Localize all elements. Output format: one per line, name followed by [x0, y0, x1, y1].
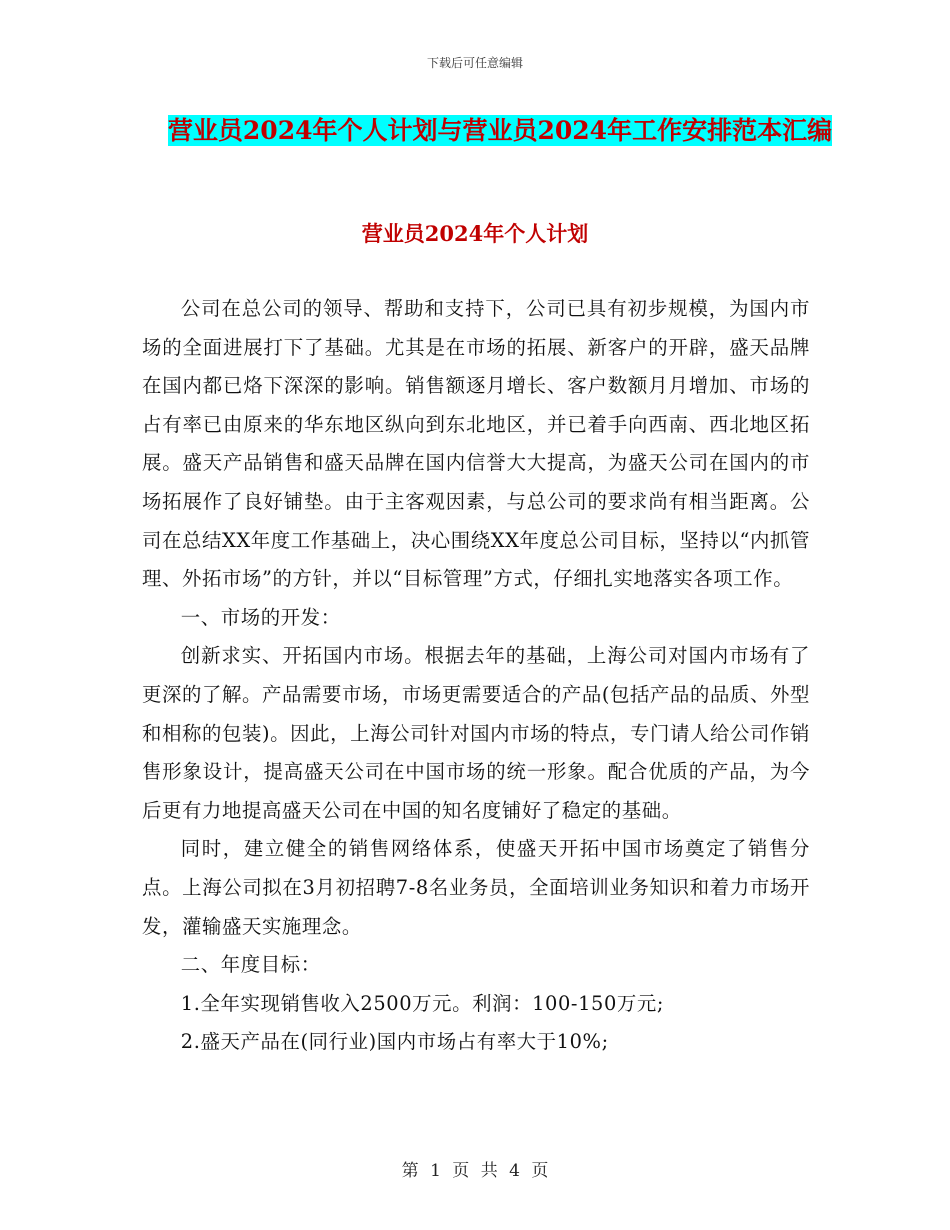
heading-market-development: 一、市场的开发：: [180, 605, 341, 629]
page-number: 第 1 页 共 4 页: [401, 1161, 549, 1181]
paragraph: 创新求实、开拓国内市场。根据去年的基础，上海公司对国内市场有了更深的了解。产品需要市场，市场更需要适合的产品(包括产品的品质、外型和相称的包装)。因此，上海公司针对国内市场的特点，专门请人给公司作销售形象设计，提高盛天公司在中国市场的统一形象。配合优质的产品，为今后更有力地提高盛天公司在中国的知名度铺好了稳定的基础。: [142, 644, 810, 822]
header-note: 下载后可任意编辑: [426, 56, 523, 70]
document-title: [140, 106, 860, 155]
list-item: 2.盛天产品在(同行业)国内市场占有率大于10%;: [180, 1030, 609, 1054]
heading-annual-goals: 二、年度目标：: [180, 953, 321, 977]
section-title: 营业员2024年个人计划: [361, 221, 589, 246]
document-body: [142, 290, 810, 1062]
list-item: 1.全年实现销售收入2500万元。利润：100-150万元;: [180, 991, 665, 1015]
document-title-text: 营业员2024年个人计划与营业员2024年工作安排范本汇编: [167, 116, 833, 145]
paragraph: 公司在总公司的领导、帮助和支持下，公司已具有初步规模，为国内市场的全面进展打下了基础。尤其是在市场的拓展、新客户的开辟，盛天品牌在国内都已烙下深深的影响。销售额逐月增长、客户数额月月增加、市场的占有率已由原来的华东地区纵向到东北地区，并已着手向西南、西北地区拓展。盛天产品销售和盛天品牌在国内信誉大大提高，为盛天公司在国内的市场拓展作了良好铺垫。由于主客观因素，与总公司的要求尚有相当距离。公司在总结XX年度工作基础上，决心围绕XX年度总公司目标，坚持以“内抓管理、外拓市场”的方针，并以“目标管理”方式，仔细扎实地落实各项工作。: [142, 297, 810, 591]
paragraph: 同时，建立健全的销售网络体系，使盛天开拓中国市场奠定了销售分点。上海公司拟在3月初招聘7-8名业务员，全面培训业务知识和着力市场开发，灌输盛天实施理念。: [142, 837, 810, 938]
